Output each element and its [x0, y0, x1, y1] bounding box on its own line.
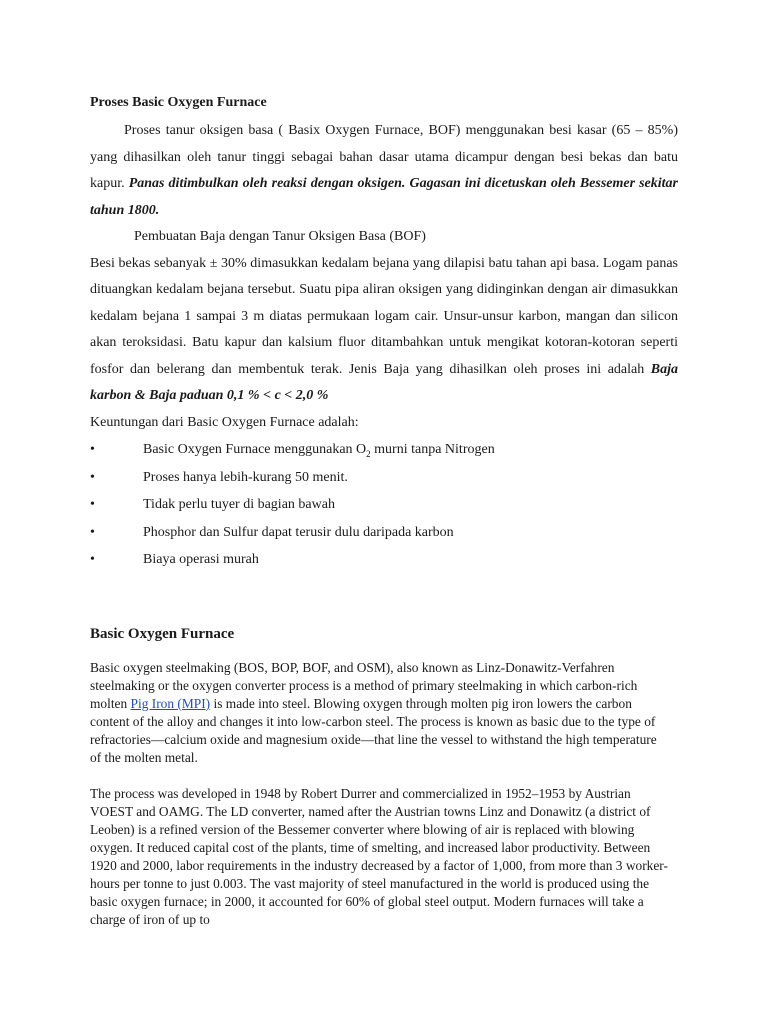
section1-title: Proses Basic Oxygen Furnace [90, 95, 267, 110]
section2-paragraph1 [90, 659, 668, 767]
pig-iron-link[interactable]: Pig Iron (MPI) [130, 696, 211, 711]
section1-paragraph1 [90, 118, 678, 224]
bullet4-text: Phosphor dan Sulfur dapat terusir dulu daripada karbon [143, 524, 454, 540]
section2-title: Basic Oxygen Furnace [90, 626, 235, 642]
bullet2-text: Proses hanya lebih-kurang 50 menit. [143, 469, 348, 485]
paragraph2-text: Besi bekas sebanyak ± 30% dimasukkan kedalam bejana yang dilapisi batu tahan api basa. Logam panas dituangkan kedalam bejana tersebut. Suatu pipa aliran oksigen yang didinginkan dengan air dimasukkan kedalam bejana 1 sampai 3 m diatas permukaan logam cair. Unsur-unsur karbon, mangan dan silicon akan teroksidasi. Batu kapur dan kalsium fluor ditambahkan untuk mengikat kotoran-kotoran seperti fosfor dan belerang dan membentuk terak. Jenis Baja yang dihasilkan oleh proses ini adalah [90, 255, 678, 377]
list-item [90, 464, 678, 492]
bullet1-subscript: 2 [366, 448, 371, 459]
list-item [90, 546, 678, 574]
section2-paragraph2: The process was developed in 1948 by Robert Durrer and commercialized in 1952–1953 by Austrian VOEST and OAMG. The LD converter, named after the Austrian towns Linz and Donawitz (a district of Leoben) is a refined version of the Bessemer converter where blowing of air is replaced with blowing oxygen. It reduced capital cost of the plants, time of smelting, and increased labor productivity. Between 1920 and 2000, labor requirements in the industry decreased by a factor of 1,000, from more than 3 worker-hours per tonne to just 0.003. The vast majority of steel manufactured in the world is produced using the basic oxygen furnace; in 2000, it accounted for 60% of global steel output. Modern furnaces will take a charge of iron of up to [90, 786, 668, 927]
bullet-icon: • [90, 469, 95, 485]
advantages-list [90, 436, 678, 574]
section1-paragraph2 [90, 251, 678, 410]
list-item [90, 436, 678, 464]
section2-p1-post: is made into steel. Blowing oxygen through molten pig iron lowers the carbon content of the alloy and changes it into low-carbon steel. The process is known as basic due to the type of refractories—calcium oxide and magnesium oxide—that line the vessel to withstand the high temperature of the molten metal. [90, 696, 657, 765]
bullet5-text: Biaya operasi murah [143, 552, 259, 567]
list-item [90, 491, 678, 519]
bullet-icon: • [90, 442, 95, 457]
bullet1-text-post: murni tanpa Nitrogen [370, 442, 495, 457]
paragraph1-text: Proses tanur oksigen basa ( Basix Oxygen Furnace, BOF) menggunakan besi kasar (65 – 85%) yang dihasilkan oleh tanur tinggi sebagai bahan dasar utama dicampur dengan besi bekas dan batu kapur. [90, 123, 678, 191]
paragraph2-emphasis: Baja karbon & Baja paduan 0,1 % < c < 2,0 % [90, 361, 678, 403]
bullet-icon: • [90, 497, 95, 512]
bullet-icon: • [90, 524, 95, 540]
bullet-icon: • [90, 552, 95, 567]
list-item [90, 519, 678, 547]
section1-body [90, 118, 678, 574]
section1-subheading: Pembuatan Baja dengan Tanur Oksigen Basa (BOF) [134, 229, 426, 244]
paragraph1-emphasis: Panas ditimbulkan oleh reaksi dengan oksigen. Gagasan ini dicetuskan oleh Bessemer sekitar tahun 1800. [90, 176, 678, 218]
bullet1-text-pre: Basic Oxygen Furnace menggunakan O [143, 442, 367, 457]
section2-p1-pre: Basic oxygen steelmaking (BOS, BOP, BOF, and OSM), also known as Linz-Donawitz-Verfahren steelmaking or the oxygen converter process is a method of primary steelmaking in which carbon-rich molten [90, 660, 638, 711]
advantages-intro: Keuntungan dari Basic Oxygen Furnace adalah: [90, 414, 359, 430]
bullet3-text: Tidak perlu tuyer di bagian bawah [143, 497, 335, 512]
section2-body [90, 659, 668, 947]
